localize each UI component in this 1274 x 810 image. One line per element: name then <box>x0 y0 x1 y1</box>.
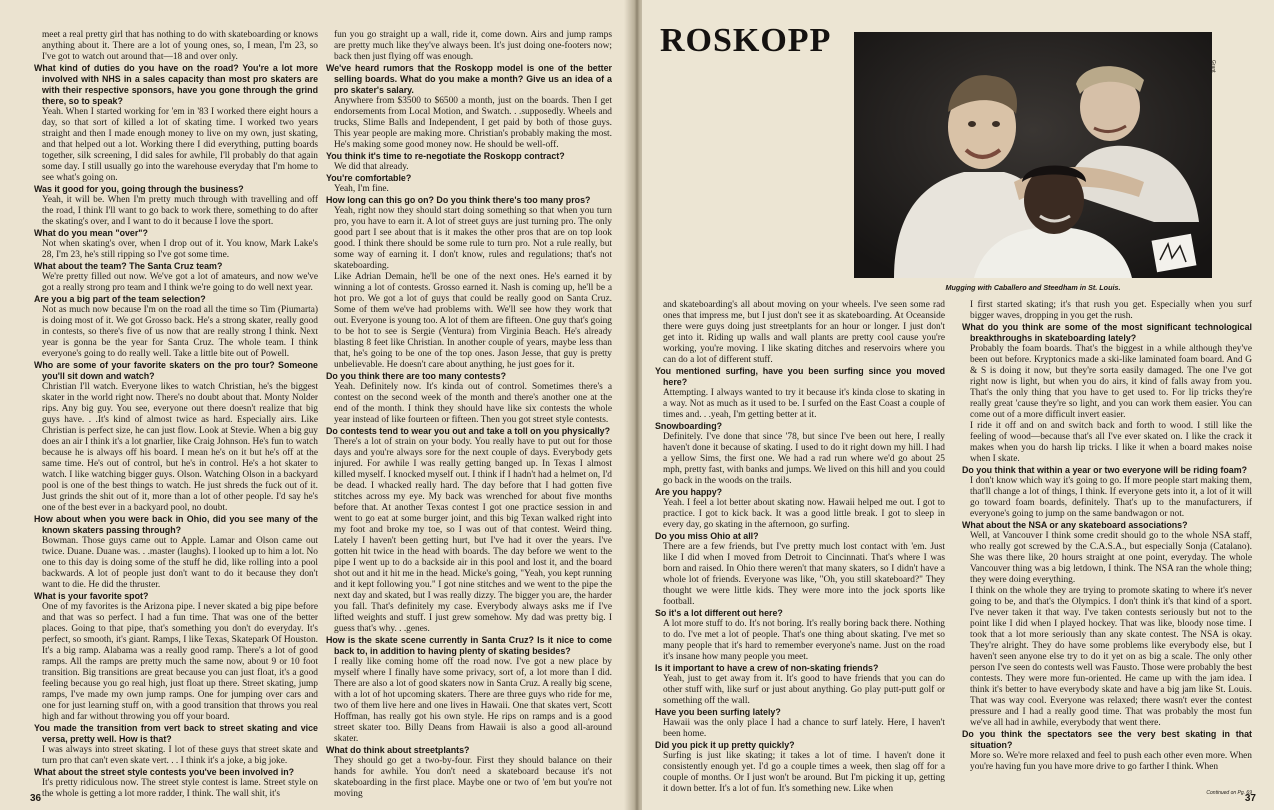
interview-question: Do contests tend to wear you out and take a toll on you physically? <box>326 426 611 436</box>
interview-question: How is the skate scene currently in Santa Cruz? Is it nice to come back to, in addition to having plenty of skating besides? <box>326 635 612 656</box>
interview-answer: Christian I'll watch. Everyone likes to watch Christian, he's the biggest skater in the world right now. There's no doubt about that. Monty Nolder rips. Any big guy. You see, everyone out there doesn't realize that big guys have. . .It's kind of almost twice as hard. Especially airs. Like Christian is perfect size, he can just flow. Look at Stevie. When a big guy does an air I think it's a lot gnarlier, like Craig Johnson. He's fun to watch because he is always off his board. I mean he's on it but he's off at the same time. He's out of control, but he's in control. He's a hot skater to watch. I like watching bigger guys. Olson. Watching Olson in a backyard pool is one of the best things to watch. He just shreds the fuck out of it. Just grinds the shit out of it, more than a lot of other people. I'd say he's one of the best ever in a backyard pool, no doubt. <box>42 382 318 513</box>
interview-answer: Yeah, right now they should start doing something so that when you turn pro, you have to earn it. A lot of street guys are just turning pro. The only good part I see about that is it makes the other pros that are on top look good. I think there should be some rule to turn pro. Not a rule really, but some way of earning it. I don't know, rules and regulations; that's not skateboarding. <box>334 206 612 271</box>
interview-answer: fun you go straight up a wall, ride it, come down. Airs and jump ramps are pretty much like they've always been. It's just doing one-footers now; back then just flying off was enough. <box>334 30 612 62</box>
continued-note: Continued on Pg. 69 <box>1206 790 1252 796</box>
interview-question: What do you mean "over"? <box>34 228 148 238</box>
left-page <box>0 0 632 810</box>
article-photo <box>854 32 1212 278</box>
interview-answer: Yeah, I'm fine. <box>334 184 389 194</box>
interview-question: How about when you were back in Ohio, did you see many of the known skaters passing through? <box>34 514 318 535</box>
interview-question: Who are some of your favorite skaters on the pro tour? Someone you'll sit down and watch? <box>34 360 318 381</box>
interview-answer: It's pretty ridiculous now. The street style contest is lame. Street style on the whole is getting a lot more radder, I think. The wall shit, it's <box>42 778 318 799</box>
interview-answer: Definitely. I've done that since '78, but since I've been out here, I really haven't done it because of skating. I used to do it right down my hill. I had a yellow Sims, the first one. We had a rad run where we'd go about 25 mph, pretty fast, with banks and jumps. We lived on this hill and you could go back in the woods on the trails. <box>663 432 945 486</box>
interview-answer: I ride it off and on and switch back and forth to wood. I still like the feeling of wood—because that's all I've ever skated on. I like the crack it makes when you do harsh lip tricks. I like it when a board makes noise when I skate. <box>970 421 1252 464</box>
interview-question: How long can this go on? Do you think there's too many pros? <box>326 195 591 205</box>
interview-question: You're comfortable? <box>326 173 412 183</box>
interview-question: What about the team? The Santa Cruz team? <box>34 261 223 271</box>
left-column-2 <box>326 30 612 799</box>
interview-question: Have you been surfing lately? <box>655 707 781 717</box>
interview-answer: Anywhere from $3500 to $6500 a month, just on the boards. Then I get endorsements from Local Motion, and Swatch. . .supposedly. Wheels and trucks, Slime Balls and Independent, I get paid by both of those guys. This year people are making more. Christian's probably making the most. He's making some good money now. He should be well-off. <box>334 96 612 150</box>
interview-answer: meet a real pretty girl that has nothing to do with skateboarding or knows anything about it. There are a lot of young ones, so, I mean, I'm 23, so I've got to watch out around that—18 and over only. <box>42 30 318 62</box>
interview-question: Do you miss Ohio at all? <box>655 531 759 541</box>
interview-question: Did you pick it up pretty quickly? <box>655 740 795 750</box>
photo-caption: Mugging with Caballero and Steedham in St. Louis. <box>945 283 1121 292</box>
interview-answer: Well, at Vancouver I think some credit should go to the whole NSA staff, who really got screwed by the C.A.S.A., but especially Sonja (Catalano). She was there like, 20 hours straight at one point, everyday. The whole Vancouver thing was a big letdown, I think. The NSA ran the whole thing; they were doing everything. <box>970 531 1252 585</box>
interview-answer: One of my favorites is the Arizona pipe. I never skated a big pipe before and that was so perfect. I had a fun time. That was one of the better places. Going to that pipe, that's something you don't do everyday. It's perfect, so smooth, it's giant. Ramps, I like Texas, Skatepark Of Houston. It's a big ramp. Alabama was a really good ramp. There's a lot of good ramps. All the ramps are pretty much the same now, about 9 or 10 foot transition. Big transitions are great because you can just float, it's a good feeling because you go real high, just float up there. Street skating, jump ramps, I've made my own jump ramps. One for jumping over cars and one for just learning stuff on, with a good transition that throws you real high and far without throwing you off your board. <box>42 602 318 722</box>
interview-question: Are you a big part of the team selection? <box>34 294 206 304</box>
interview-question: You think it's time to re-negotiate the Roskopp contract? <box>326 151 565 161</box>
interview-answer: Hawaii was the only place I had a chance to surf lately. Here, I haven't been home. <box>663 718 945 739</box>
right-column-1 <box>655 300 945 794</box>
right-page <box>642 0 1274 810</box>
interview-answer: Yeah, it will be. When I'm pretty much through with travelling and off the road, I think I'll want to go back to work there, something to do after the skating's over, and I want to do it because I love the sport. <box>42 195 318 227</box>
interview-answer: Surfing is just like skating; it takes a lot of time. I haven't done it consistently enough yet. I'd go a couple times a week, then slag off for a couple of months. Or I just won't be around. But I'm picking it up, getting it down better. It's a lot of fun. It's something new. Like when <box>663 751 945 794</box>
interview-question: So it's a lot different out here? <box>655 608 783 618</box>
interview-answer: and skateboarding's all about moving on your wheels. I've seen some rad ones that impress me, but I just don't see it as skateboarding. At Oceanside there were guys doing just streetplants for an hour or longer. I just don't get into it. Riding up walls and wall plants are pretty cool cause you're working, you're moving. I like skating ditches and reservoirs where you can do a lot of different stuff. <box>663 300 945 365</box>
interview-answer: Bowman. Those guys came out to Apple. Lamar and Olson came out twice. Duane. Duane was. . .master (laughs). I looked up to him a lot. No one to this day is doing some of the stuff he did, like rolling into a pool backwards. A lot of people just don't want to do it because they don't want to die. He did the thruster. <box>42 536 318 590</box>
interview-question: Was it good for you, going through the business? <box>34 184 244 194</box>
interview-answer: A lot more stuff to do. It's not boring. It's really boring back there. Nothing to do. I've met a lot of people. That's one thing about skating. I've met so many people that it's hard to remember everyone's name. Just on the road it's insane how many people you meet. <box>663 619 945 662</box>
photo-credit: Grant <box>1210 60 1216 73</box>
interview-answer: More so. We're more relaxed and feel to push each other even more. When you're having fun you have more drive to go farther I think. When <box>970 751 1252 772</box>
interview-question: What about the street style contests you've been involved in? <box>34 767 295 777</box>
interview-question: We've heard rumors that the Roskopp model is one of the better selling boards. What do you make a month? Give us an idea of a pro skater's salary. <box>326 63 612 95</box>
interview-answer: Yeah, just to get away from it. It's good to have friends that you can do other stuff with, like surf or just about anything. Go play putt-putt golf or something off the wall. <box>663 674 945 706</box>
interview-answer: Attempting. I always wanted to try it because it's kinda close to skating in a way. Not as much as it used to be. I surfed on the East Coast a couple of times and. . .yeah, I'm getting better at it. <box>663 388 945 420</box>
interview-question: Do you think the spectators see the very best skating in that situation? <box>962 729 1252 750</box>
interview-question: Do you think there are too many contests? <box>326 371 506 381</box>
interview-answer: Yeah. Definitely now. It's kinda out of control. Sometimes there's a contest on the second week of the month and there's another one at the end of the month. I think they should have like six contests the whole year instead of like fourteen or fifteen. Then you got street style contests. <box>334 382 612 425</box>
interview-answer: We did that already. <box>334 162 409 172</box>
interview-answer: There are a few friends, but I've pretty much lost contact with 'em. Just like I did when I moved from Detroit to Cincinnati. That's where I was born and raised. In Ohio there weren't that many skaters, so I didn't have a whole lot of friends. Everyone was like, "Oh, you still skateboard?" They thought we were little kids. They were more into the jock sports like football. <box>663 542 945 607</box>
interview-answer: They should go get a two-by-four. First they should balance on their hands for awhile. You don't need a skateboard because it's not skateboarding in the first place. Maybe one or two of 'em but you're not moving <box>334 756 612 799</box>
interview-question: Is it important to have a crew of non-skating friends? <box>655 663 879 673</box>
interview-answer: I was always into street skating. I lot of these guys that street skate and turn pro that can't even skate vert. . . I think it's a joke, a big joke. <box>42 745 318 766</box>
interview-question: What do you think are some of the most significant technological breakthroughs in skateboarding lately? <box>962 322 1252 343</box>
interview-answer: We're pretty filled out now. We've got a lot of amateurs, and now we've got a really strong pro team and I think we're going to do well next year. <box>42 272 318 293</box>
interview-answer: I really like coming home off the road now. I've got a new place by myself where I finally have some privacy, sort of, a lot more than I did. There are also a lot of good skaters now in Santa Cruz. A really big scene, with a lot of hot upcoming skaters. There are three guys who ride for me, two of them live here and one lives in Hawaii. One that skates vert, Scott Hoffman, has really got his own style. He rips on ramps and is a good street skater too. Billy Deans from Hawaii is also a good all-around skater. <box>334 657 612 744</box>
interview-question: Do you think that within a year or two everyone will be riding foam? <box>962 465 1248 475</box>
right-column-2 <box>962 300 1252 786</box>
interview-question: You made the transition from vert back to street skating and vice versa, pretty well. How is that? <box>34 723 318 744</box>
interview-answer: I think on the whole they are trying to promote skating to where it's never going to be, and that's the Olympics. I don't think it's that kind of a sport. I've never taken it that way. I've taken contests seriously but not to the point like I did when I played hockey. That was like, bloody nose time. I took that a lot more seriously than any skate contest. The NSA is okay. They're alright. They do have some problems like everybody else, but I haven't seen anyone else try to do it yet on as big a scale. The only other person I've seen do contests well was Fausto. Those were probably the best contests. They were more fun-oriented. He came up with the jam idea. I think it's better to have everybody skate and have a big jam like St. Louis. That was way cool. Everyone was relaxed; there wasn't ever the contest pressure and I had a really good time. That was probably the most fun we've all had in awhile, everybody that went there. <box>970 586 1252 728</box>
photo-illustration <box>854 32 1212 278</box>
interview-answer: There's a lot of strain on your body. You really have to put out for those days and you're always sore for the next couple of days. Everybody gets injured. For awhile I was really getting banged up. In Texas I almost killed myself. I knocked myself out. I think if I hadn't had a helmet on, I'd be dead. I whacked really hard. The day before that I had gotten five stitches across my eye. My back was wrenched for about five months before that. At another Texas contest I got one practice session in and went to go eat at some burger joint, and this big Texan walked right into my foot and broke my toe, so I was out of that contest. Weird thing. Lately I haven't been getting hurt, but I've had it over the years. I've gotten hit twice in the head with boards. The day before we went to the pipe I went up to do a backside air in this pool and lost it, and the board shot out and it hit me in the head. Micke's going, "Yeah, you kept running and it kept following you." I got nine stitches and we went to the pipe the next day and skated, but I was really dizzy. The bigger you are, the harder you fall. That's definitely my case. Everybody always asks me if I've lifted weights and stuff. I just grew somehow. My dad was pretty big. I guess that's why. . .genes. <box>334 437 612 634</box>
interview-question: What is your favorite spot? <box>34 591 149 601</box>
interview-answer: Yeah. I feel a lot better about skating now. Hawaii helped me out. I got to practice. I got to kick back. It was a good little break. I got to sleep in every day, go skating in the afternoon, go surfing. <box>663 498 945 530</box>
interview-answer: Not when skating's over, when I drop out of it. You know, Mark Lake's 28, I'm 23, he's still ripping so I've got some time. <box>42 239 318 260</box>
interview-answer: Probably the foam boards. That's the biggest in a while although they've been out before. Kryptonics made a ski-like laminated foam board. And G & S is doing it now, but they're sorta easily damaged. The one I've got right now is light, but when you do airs, it kind of falls away from you. That's the only thing that you have to get used to. For lip tricks they're really great 'cause they're so light, and you can work them easier. You can come out of a more difficult invert easier. <box>970 344 1252 420</box>
page-number-right: 37 <box>1244 793 1256 804</box>
article-title: ROSKOPP <box>660 22 832 59</box>
interview-answer: Like Adrian Demain, he'll be one of the next ones. He's earned it by winning a lot of contests. Grosso earned it. Nash is coming up, he'll be a hot pro. We got a lot of guys that could be really good on Santa Cruz. Some of them we've had problems with. We'll see how they work that out. Everyone is young too. A lot of them are fifteen. One guy that's going to be hot to see is Sergie (Ventura) from Virginia Beach. He's already blasting 8 feet like Christian. In another couple of years, maybe less than that, he's going to be one of the top ones. Jason Jesse, that guy is pretty unbelievable. He doesn't care about anything, he just goes for it. <box>334 272 612 370</box>
interview-question: You mentioned surfing, have you been surfing since you moved here? <box>655 366 945 387</box>
interview-question: What do think about streetplants? <box>326 745 470 755</box>
interview-answer: Yeah. When I started working for 'em in '83 I worked there eight hours a day, so that sort of killed a lot of skating time. I worked two years straight and then I made enough money to live on my own, just skating, and that helped out a lot. Working there I did everything, putting boards together, silk screening, I did sales for awhile, I'll probably do that again some day. I still usually go into the warehouse everyday that I'm home to see what's going on. <box>42 107 318 183</box>
interview-question: Snowboarding? <box>655 421 723 431</box>
left-column-1 <box>34 30 318 799</box>
interview-answer: Not as much now because I'm on the road all the time so Tim (Piumarta) is doing most of it. We got Grosso back. He's a strong skater, really good in contests, so there's five of us now that are really strong I think. Next year is gonna be the year for Santa Cruz. The whole team. I think everyone's going to do really well. Take a little bite out of Powell. <box>42 305 318 359</box>
interview-answer: I first started skating; it's that rush you get. Especially when you surf bigger waves, dropping in you get the rush. <box>970 300 1252 321</box>
interview-question: Are you happy? <box>655 487 723 497</box>
page-number-left: 36 <box>30 793 42 804</box>
interview-answer: I don't know which way it's going to go. If more people start making them, that'll change a lot of things, I think. If everyone gets into it, a lot of it will go toward foam boards, definitely. That's up to the manufacturers, if everyone's going to jump on the same bandwagon or not. <box>970 476 1252 519</box>
interview-question: What kind of duties do you have on the road? You're a lot more involved with NHS in a sales capacity than most pro skaters are with their respective sponsors, have you gone through the grind there, so to speak? <box>34 63 318 106</box>
interview-question: What about the NSA or any skateboard associations? <box>962 520 1188 530</box>
